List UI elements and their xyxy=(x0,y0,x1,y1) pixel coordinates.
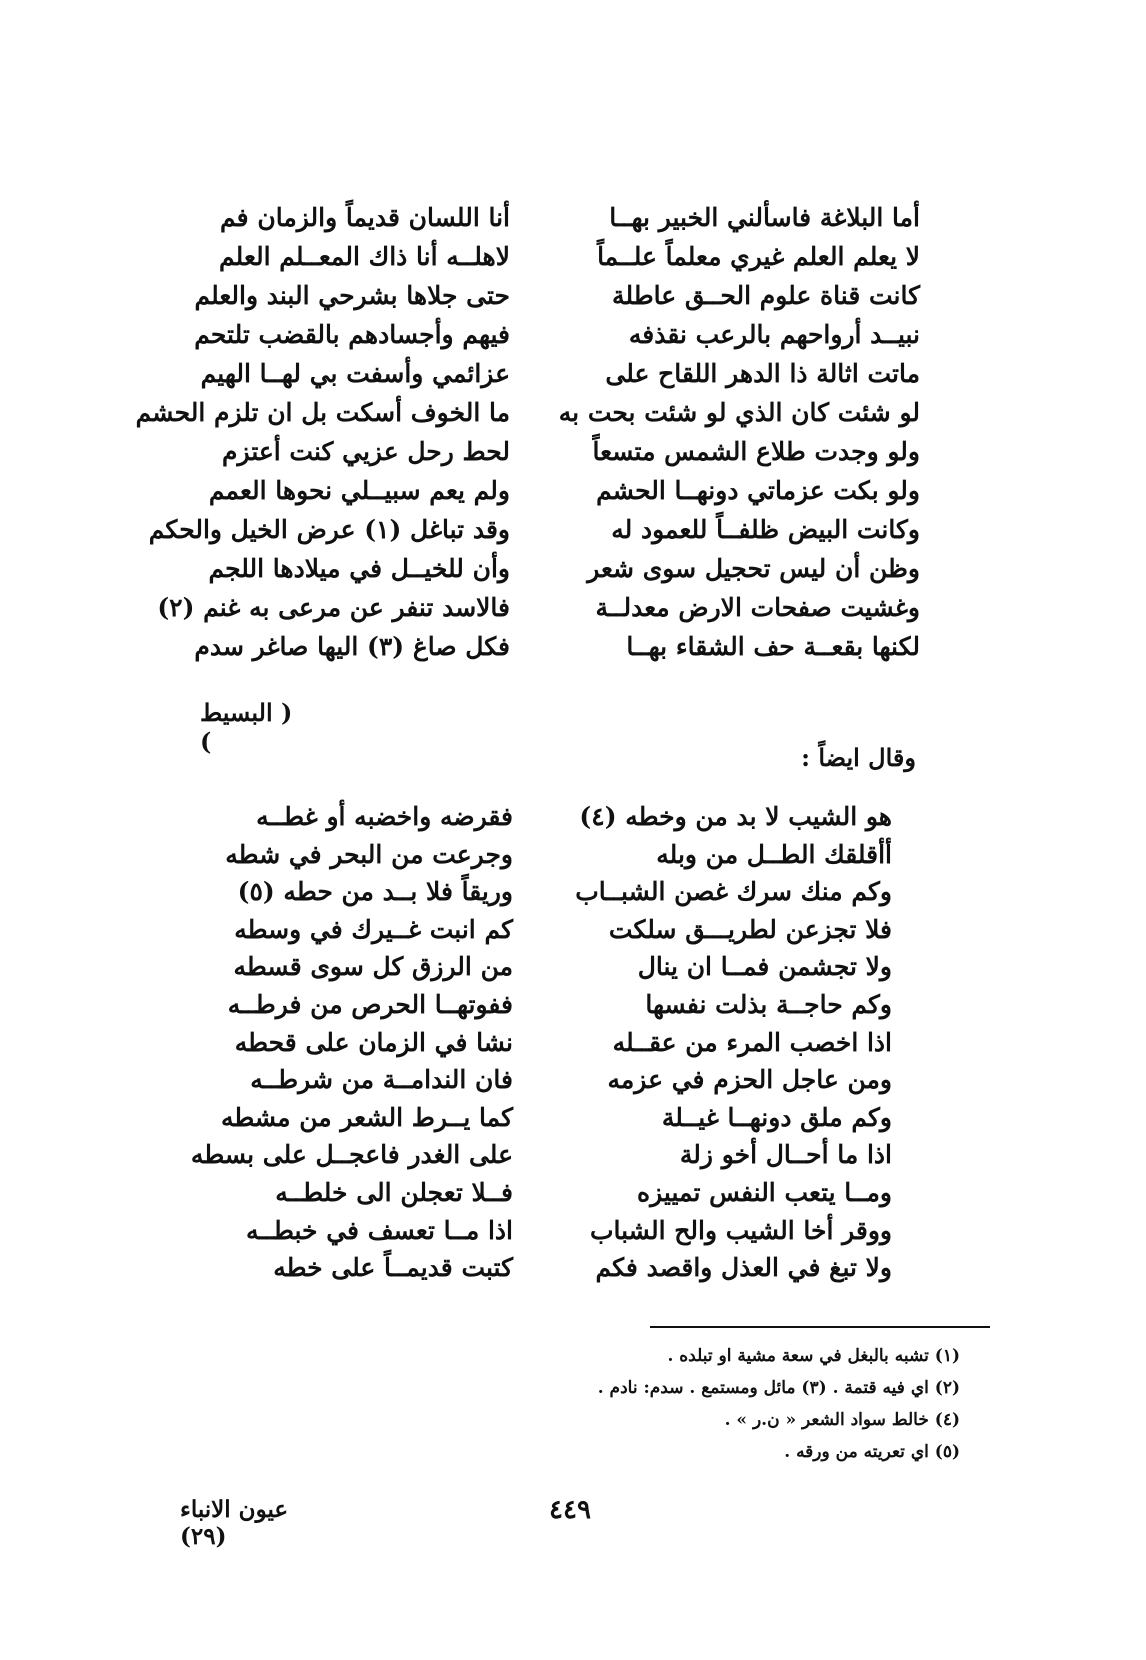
verse-line: وقد تباغل (١) عرض الخيل والحكم xyxy=(148,515,510,544)
verse-line: وكانت البيض ظلفــاً للعمود له xyxy=(611,515,920,544)
verse-line: لكنها بقعــة حف الشقاء بهــا xyxy=(626,632,920,661)
verse-line: على الغدر فاعجــل على بسطه xyxy=(190,1140,513,1170)
verse-line: فيهم وأجسادهم بالقضب تلتحم xyxy=(194,320,510,349)
verse-line: ومن عاجل الحزم في عزمه xyxy=(607,1065,892,1095)
verse-line: وأن للخيــل في ميلادها اللجم xyxy=(208,554,510,583)
verse-line: اذا مــا تعسف في خبطــه xyxy=(245,1215,513,1245)
running-footer-title: عيون الانباء (٢٩) xyxy=(180,1496,289,1550)
poem-2-right-column xyxy=(575,798,892,1287)
verse-line: فــلا تعجلن الى خلطــه xyxy=(275,1177,513,1207)
footnote: (١) تشبه بالبغل في سعة مشية او تبلده . xyxy=(667,1346,960,1366)
verse-line: هو الشيب لا بد من وخطه (٤) xyxy=(579,802,892,831)
verse-line: أأقلقك الطــل من وبله xyxy=(656,839,892,869)
verse-line: ما الخوف أسكت بل ان تلزم الحشم xyxy=(135,398,510,427)
verse-line: وريقاً فلا بــد من حطه (٥) xyxy=(237,877,513,907)
verse-line: كم انبت غــيرك في وسطه xyxy=(234,914,513,944)
footnote: (٢) اي فيه قتمة . (٣) مائل ومستمع . سدم: نادم . xyxy=(597,1378,960,1398)
verse-line: نشا في الزمان على قحطه xyxy=(234,1027,513,1057)
verse-line: ولا تبغ في العذل واقصد فكم xyxy=(595,1253,892,1283)
verse-line: اذا ما أحــال أخو زلة xyxy=(679,1140,892,1170)
verse-line: كانت قناة علوم الحــق عاطلة xyxy=(612,281,920,310)
verse-line: وكم منك سرك غصن الشبــاب xyxy=(575,877,892,907)
footnote: (٤) خالط سواد الشعر « ن.ر » . xyxy=(724,1410,960,1430)
verse-line: فكل صاغ (٣) اليها صاغر سدم xyxy=(194,632,510,661)
verse-line: وكم حاجــة بذلت نفسها xyxy=(645,989,892,1019)
footnote-divider xyxy=(650,1326,990,1328)
verse-line: عزائمي وأسفت بي لهــا الهيم xyxy=(200,359,510,388)
verse-line: فان الندامــة من شرطــه xyxy=(250,1065,513,1095)
verse-line: حتى جلاها بشرحي البند والعلم xyxy=(194,281,510,310)
poem-meter-label: ( البسيط ) xyxy=(200,698,293,756)
verse-line: نبيــد أرواحهم بالرعب نقذفه xyxy=(628,320,920,349)
verse-line: من الرزق كل سوى قسطه xyxy=(233,952,513,982)
verse-line: ووقر أخا الشيب والح الشباب xyxy=(589,1215,892,1245)
verse-line: ولو وجدت طلاع الشمس متسعاً xyxy=(592,437,920,466)
verse-line: ولم يعم سبيــلي نحوها العمم xyxy=(208,476,510,505)
verse-line: ماتت اثالة ذا الدهر اللقاح على xyxy=(605,359,920,388)
page-number: ٤٤٩ xyxy=(549,1495,591,1525)
verse-line: أما البلاغة فاسألني الخبير بهــا xyxy=(609,203,920,232)
verse-line: فلا تجزعن لطريـــق سلكت xyxy=(608,914,892,944)
footnotes xyxy=(420,1340,960,1468)
verse-line: وغشيت صفحات الارض معدلــة xyxy=(595,593,920,622)
verse-line: ولا تجشمن فمــا ان ينال xyxy=(637,952,892,982)
verse-line: لو شئت كان الذي لو شئت بحت به xyxy=(558,398,920,427)
verse-line: ولو بكت عزماتي دونهــا الحشم xyxy=(596,476,920,505)
verse-line: فقرضه واخضبه أو غطــه xyxy=(256,802,513,831)
verse-line: فالاسد تنفر عن مرعى به غنم (٢) xyxy=(157,593,510,622)
verse-line: لاهلــه أنا ذاك المعــلم العلم xyxy=(219,242,510,271)
footnote: (٥) اي تعريته من ورقه . xyxy=(784,1442,960,1462)
verse-line: وجرعت من البحر في شطه xyxy=(225,839,513,869)
verse-line: ومــا يتعب النفس تمييزه xyxy=(637,1177,892,1207)
verse-line: أنا اللسان قديماً والزمان فم xyxy=(220,203,510,232)
verse-line: وظن أن ليس تحجيل سوى شعر xyxy=(587,554,920,583)
poem-2-left-column xyxy=(190,798,513,1287)
verse-line: لحط رحل عزيي كنت أعتزم xyxy=(222,437,510,466)
verse-line: كتبت قديمــاً على خطه xyxy=(273,1253,513,1283)
verse-line: اذا اخصب المرء من عقــله xyxy=(612,1027,892,1057)
verse-line: كما يــرط الشعر من مشطه xyxy=(220,1102,513,1132)
verse-line: ففوتهــا الحرص من فرطــه xyxy=(227,989,513,1019)
poem-1-right-column xyxy=(558,198,920,666)
verse-line: وكم ملق دونهــا غيــلة xyxy=(661,1102,892,1132)
poem-1-left-column xyxy=(135,198,510,666)
section-intro: وقال ايضاً : xyxy=(801,743,916,772)
verse-line: لا يعلم العلم غيري معلماً علــماً xyxy=(597,242,920,271)
